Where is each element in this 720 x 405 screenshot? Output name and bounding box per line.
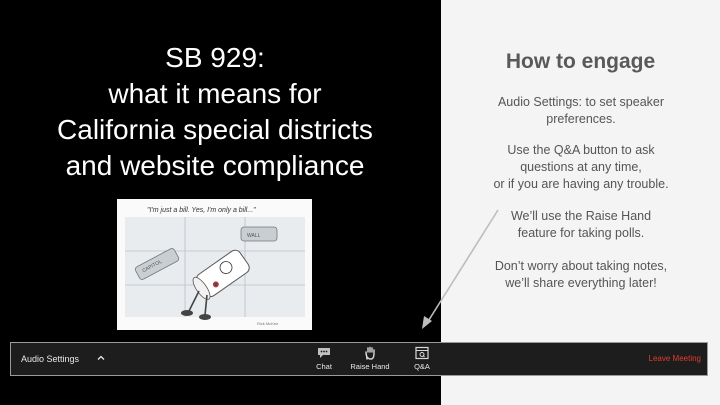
slide-title-line: and website compliance xyxy=(65,150,365,181)
qa-icon xyxy=(414,346,430,360)
paragraph-line: feature for taking polls. xyxy=(517,226,645,240)
cartoon-caption: "I'm just a bill. Yes, I'm only a bill..." xyxy=(147,207,256,214)
paragraph-line: preferences. xyxy=(546,112,616,126)
chat-bubble-icon xyxy=(316,346,332,360)
cartoon-image xyxy=(117,199,312,330)
cartoon-label-wall: WALL xyxy=(247,233,261,239)
chevron-up-icon[interactable] xyxy=(95,352,107,364)
panel-heading: How to engage xyxy=(505,50,656,73)
meeting-toolbar xyxy=(10,342,708,376)
pointer-arrow xyxy=(415,205,505,335)
paragraph-audio-settings xyxy=(431,94,720,128)
raise-hand-label: Raise Hand xyxy=(350,362,390,371)
qa-button[interactable] xyxy=(409,346,435,371)
paragraph-line: Use the Q&A button to ask xyxy=(507,143,655,157)
raise-hand-icon xyxy=(362,346,378,360)
paragraph-line: or if you are having any trouble. xyxy=(493,177,669,191)
cartoon-illustration xyxy=(117,199,312,330)
paragraph-line: We’ll use the Raise Hand xyxy=(510,209,652,223)
cartoon-label-capitol: CAPITOL xyxy=(141,258,164,275)
cartoon-credit: Rick McKee xyxy=(257,321,279,326)
qa-label: Q&A xyxy=(414,362,430,371)
paragraph-qa xyxy=(431,142,720,193)
paragraph-line: Don’t worry about taking notes, xyxy=(494,259,668,273)
slide-title-line: SB 929: xyxy=(165,42,265,73)
slide-title-line: California special districts xyxy=(57,114,373,145)
slide-title-line: what it means for xyxy=(108,78,322,109)
slide-title xyxy=(10,40,420,184)
chat-label: Chat xyxy=(316,362,332,371)
audio-settings-button[interactable]: Audio Settings xyxy=(21,354,80,364)
leave-meeting-button[interactable]: Leave Meeting xyxy=(648,354,701,363)
paragraph-line: we’ll share everything later! xyxy=(505,276,657,290)
raise-hand-button[interactable] xyxy=(345,346,395,371)
paragraph-line: Audio Settings: to set speaker xyxy=(497,95,665,109)
paragraph-line: questions at any time, xyxy=(520,160,642,174)
chat-button[interactable] xyxy=(309,346,339,371)
